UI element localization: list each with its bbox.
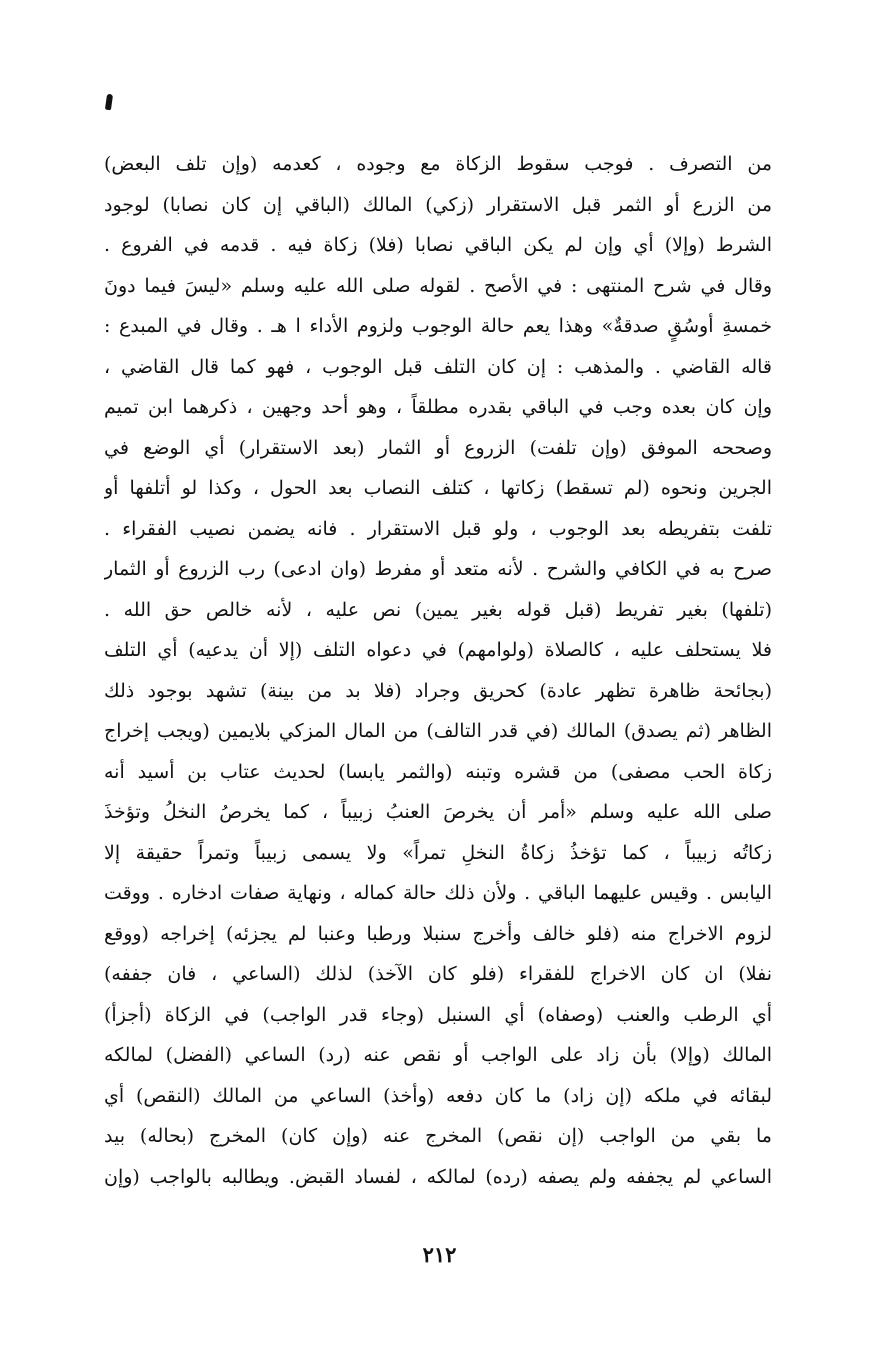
text-line-2: من الزرع أو الثمر قبل الاستقرار (زكي) المالك (الباقي إن كان نصابا) لوجود bbox=[104, 193, 772, 216]
text-line-25: ما بقي من الواجب (إن نقص) المخرج عنه (وإن كان) المخرج (بحاله) بيد bbox=[104, 1125, 772, 1147]
text-line-1: من التصرف . فوجب سقوط الزكاة مع وجوده ، كعدمه (وإن تلف البعض) bbox=[104, 153, 772, 175]
text-line-21: نفلا) ان كان الاخراج للفقراء (فلو كان الآخذ) لذلك (الساعي ، فان جففه) bbox=[104, 963, 772, 985]
text-line-17: صلى الله عليه وسلم «أمر أن يخرصَ العنبُ زبيباً ، كما يخرصُ النخلُ وتؤخذَ bbox=[104, 801, 772, 823]
body-text bbox=[104, 144, 772, 1197]
text-line-23: المالك (وإلا) بأن زاد على الواجب أو نقص عنه (رد) الساعي (الفضل) لمالكه bbox=[104, 1044, 772, 1066]
text-line-14: (بجائحة ظاهرة تظهر عادة) كحريق وجراد (فلا بد من بينة) تشهد بوجود ذلك bbox=[104, 679, 772, 702]
text-line-6: قاله القاضي . والمذهب : إن كان التلف قبل الوجوب ، فهو كما قال القاضي ، bbox=[104, 355, 772, 378]
text-line-15: الظاهر (ثم يصدق) المالك (في قدر التالف) من المال المزكي بلايمين (ويجب إخراج bbox=[104, 720, 772, 742]
text-line-22: أي الرطب والعنب (وصفاه) أي السنبل (وجاء قدر الواجب) في الزكاة (أجزأ) bbox=[104, 1003, 772, 1026]
page-number: ٢١٢ bbox=[422, 1242, 457, 1267]
text-line-7: وإن كان بعده وجب في الباقي بقدره مطلقاً ، وهو أحد وجهين ، ذكرهما ابن تميم bbox=[104, 396, 772, 418]
text-line-20: لزوم الاخراج منه (فلو خالف وأخرج سنبلا ورطبا وعنبا لم يجزئه) إخراجه (ووقع bbox=[104, 922, 772, 945]
text-line-11: صرح به في الكافي والشرح . لأنه متعد أو مفرط (وان ادعى) رب الزروع أو الثمار bbox=[104, 558, 772, 580]
text-line-26: الساعي لم يجففه ولم يصفه (رده) لمالكه ، لفساد القبض. ويطالبه بالواجب (وإن bbox=[104, 1165, 772, 1188]
ink-mark bbox=[105, 94, 113, 111]
text-line-4: وقال في شرح المنتهى : في الأصح . لقوله صلى الله عليه وسلم «ليسَ فيما دونَ bbox=[104, 274, 772, 297]
text-line-10: تلفت بتفريطه بعد الوجوب ، ولو قبل الاستقرار . فانه يضمن نصيب الفقراء . bbox=[104, 517, 772, 540]
text-line-24: لبقائه في ملكه (إن زاد) ما كان دفعه (وأخذ) الساعي من المالك (النقص) أي bbox=[104, 1084, 772, 1107]
text-line-12: (تلفها) بغير تفريط (قبل قوله بغير يمين) نص عليه ، لأنه خالص حق الله . bbox=[104, 598, 772, 621]
text-line-19: اليابس . وقيس عليهما الباقي . ولأن ذلك حالة كماله ، ونهاية صفات ادخاره . ووقت bbox=[104, 882, 772, 904]
text-line-13: فلا يستحلف عليه ، كالصلاة (ولوامهم) في دعواه التلف (إلا أن يدعيه) أي التلف bbox=[104, 639, 772, 661]
text-line-3: الشرط (وإلا) أي وإن لم يكن الباقي نصابا (فلا) زكاة فيه . قدمه في الفروع . bbox=[104, 234, 772, 256]
text-line-18: زكاتُه زبيباً ، كما تؤخذُ زكاةُ النخلِ تمراً» ولا يسمى زبيباً وتمراً حقيقة إلا bbox=[104, 841, 772, 864]
text-line-16: زكاة الحب مصفى) من قشره وتبنه (والثمر يابسا) لحديث عتاب بن أسيد أنه bbox=[104, 760, 772, 783]
text-line-9: الجرين ونحوه (لم تسقط) زكاتها ، كتلف النصاب بعد الحول ، وكذا لو أتلفها أو bbox=[104, 477, 772, 499]
text-line-5: خمسةِ أوسُقٍ صدقةٌ» وهذا يعم حالة الوجوب ولزوم الأداء ا هـ . وقال في المبدع : bbox=[104, 315, 772, 337]
text-line-8: وصححه الموفق (وإن تلفت) الزروع أو الثمار (بعد الاستقرار) أي الوضع في bbox=[104, 436, 772, 459]
